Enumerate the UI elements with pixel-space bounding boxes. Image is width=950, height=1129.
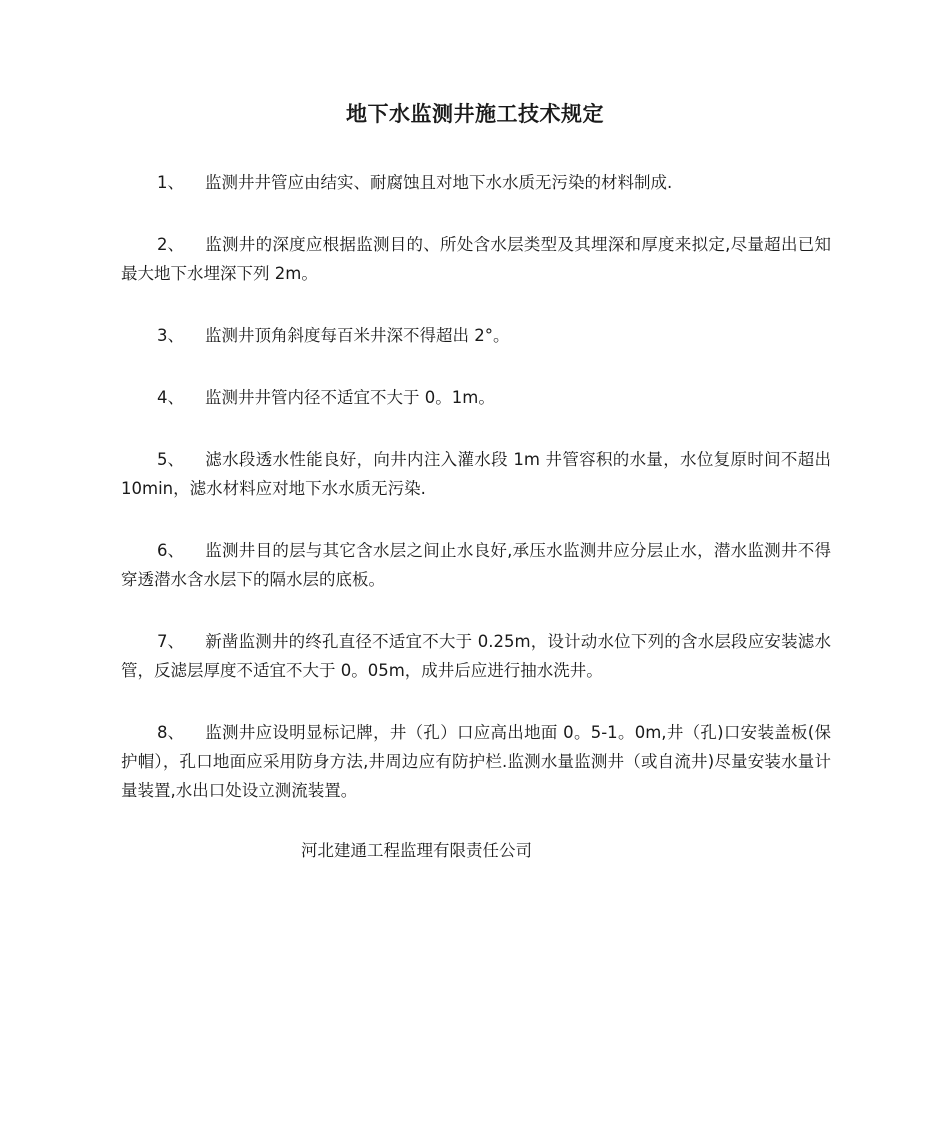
regulation-list [121, 168, 831, 838]
item-number: 1、 [157, 173, 184, 192]
regulation-item-7 [121, 627, 831, 685]
regulation-item-1 [121, 168, 831, 197]
item-text: 监测井的深度应根据监测目的、所处含水层类型及其埋深和厚度来拟定,尽量超出已知最大地下水埋深下列 2m。 [121, 235, 831, 283]
item-number: 7、 [157, 632, 184, 651]
regulation-item-4 [121, 383, 831, 412]
regulation-item-5 [121, 445, 831, 503]
item-number: 6、 [157, 541, 184, 560]
item-number: 5、 [157, 450, 184, 469]
regulation-item-2 [121, 230, 831, 288]
item-number: 3、 [157, 326, 184, 345]
item-number: 2、 [157, 235, 184, 254]
regulation-item-6 [121, 536, 831, 594]
document-title: 地下水监测井施工技术规定 [346, 102, 604, 126]
item-text: 监测井应设明显标记牌，井（孔）口应高出地面 0。5-1。0m,井（孔)口安装盖板(保护帽），孔口地面应采用防身方法,井周边应有防护栏.监测水量监测井（或自流井)尽量安装水量计量装置,水出口处设立测流装置。 [121, 723, 831, 800]
item-text: 新凿监测井的终孔直径不适宜不大于 0.25m，设计动水位下列的含水层段应安装滤水管，反滤层厚度不适宜不大于 0。05m，成井后应进行抽水洗井。 [121, 632, 831, 680]
item-text: 监测井顶角斜度每百米井深不得超出 2°。 [205, 326, 510, 345]
item-number: 4、 [157, 388, 184, 407]
regulation-item-3 [121, 321, 831, 350]
item-text: 监测井井管内径不适宜不大于 0。1m。 [205, 388, 495, 407]
item-number: 8、 [157, 723, 184, 742]
company-signature: 河北建通工程监理有限责任公司 [301, 841, 532, 860]
item-text: 监测井目的层与其它含水层之间止水良好,承压水监测井应分层止水，潜水监测井不得穿透潜水含水层下的隔水层的底板。 [121, 541, 831, 589]
item-text: 监测井井管应由结实、耐腐蚀且对地下水水质无污染的材料制成. [205, 173, 673, 192]
regulation-item-8 [121, 718, 831, 805]
item-text: 滤水段透水性能良好，向井内注入灌水段 1m 井管容积的水量，水位复原时间不超出 10min，滤水材料应对地下水水质无污染. [121, 450, 831, 498]
